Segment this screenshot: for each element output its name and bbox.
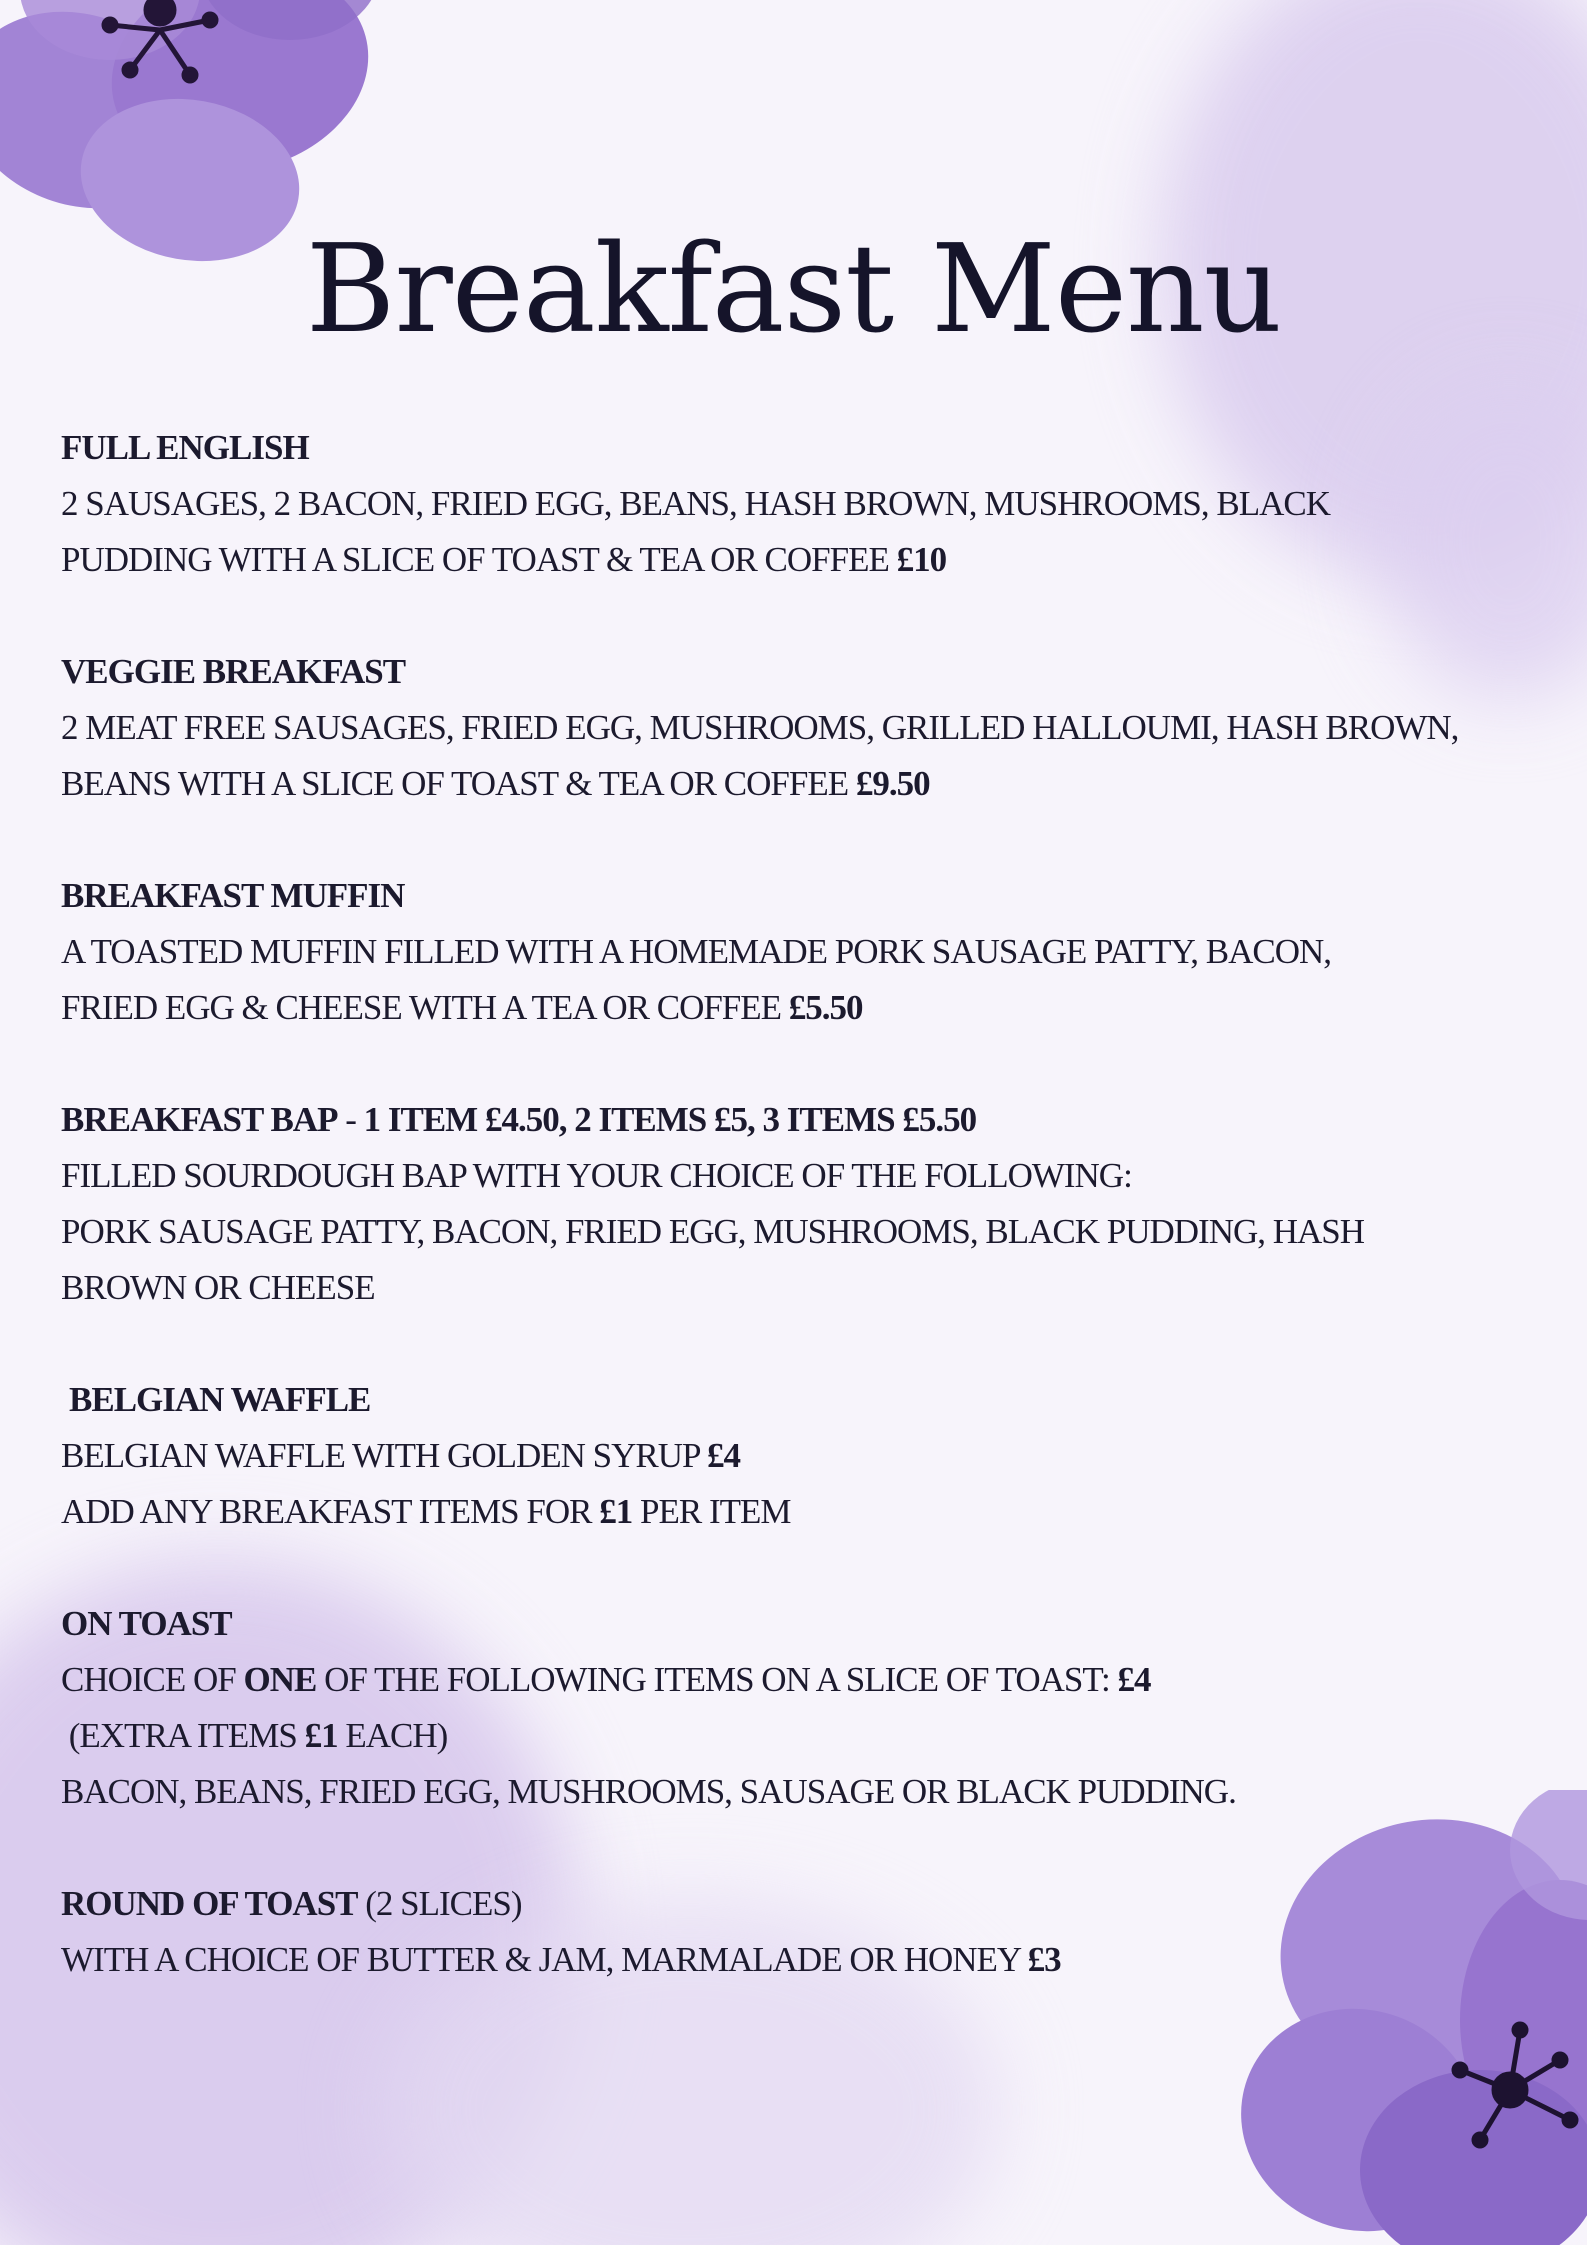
item-description: FRIED EGG & CHEESE WITH A TEA OR COFFEE £5.50 [61,988,863,1027]
menu-item-on-toast [61,1596,1541,1820]
menu-item-breakfast-muffin [61,868,1541,1036]
item-price: £4 [1117,1660,1151,1699]
item-name: ON TOAST [61,1604,232,1643]
item-description: BEANS WITH A SLICE OF TOAST & TEA OR COFFEE £9.50 [61,764,930,803]
item-description: ADD ANY BREAKFAST ITEMS FOR £1 PER ITEM [61,1492,791,1531]
item-price: £10 [896,540,947,579]
item-price: £5.50 [788,988,863,1027]
menu-item-breakfast-bap [61,1092,1541,1316]
menu-item-veggie-breakfast [61,644,1541,812]
item-description: 2 MEAT FREE SAUSAGES, FRIED EGG, MUSHROOMS, GRILLED HALLOUMI, HASH BROWN, [61,708,1459,747]
item-description: 2 SAUSAGES, 2 BACON, FRIED EGG, BEANS, HASH BROWN, MUSHROOMS, BLACK [61,484,1330,523]
item-description: BELGIAN WAFFLE WITH GOLDEN SYRUP £4 [61,1436,740,1475]
item-description: CHOICE OF ONE OF THE FOLLOWING ITEMS ON A SLICE OF TOAST: £4 [61,1660,1151,1699]
item-name: ROUND OF TOAST (2 SLICES) [61,1884,522,1923]
item-description: BROWN OR CHEESE [61,1268,375,1307]
item-description: BACON, BEANS, FRIED EGG, MUSHROOMS, SAUSAGE OR BLACK PUDDING. [61,1772,1236,1811]
item-price: £1 [599,1492,633,1531]
item-description: PORK SAUSAGE PATTY, BACON, FRIED EGG, MUSHROOMS, BLACK PUDDING, HASH [61,1212,1365,1251]
item-name: BREAKFAST MUFFIN [61,876,405,915]
item-price: £4 [706,1436,740,1475]
item-price: £1 [304,1716,338,1755]
item-description: PUDDING WITH A SLICE OF TOAST & TEA OR COFFEE £10 [61,540,947,579]
page-title: Breakfast Menu [305,218,1282,360]
item-price: £3 [1027,1940,1061,1979]
item-description: FILLED SOURDOUGH BAP WITH YOUR CHOICE OF THE FOLLOWING: [61,1156,1132,1195]
item-name: FULL ENGLISH [61,428,309,467]
menu-list [61,420,1541,2044]
menu-item-belgian-waffle [61,1372,1541,1540]
item-description: (EXTRA ITEMS £1 EACH) [61,1716,448,1755]
item-description: WITH A CHOICE OF BUTTER & JAM, MARMALADE OR HONEY £3 [61,1940,1061,1979]
item-name: BELGIAN WAFFLE [69,1380,371,1419]
menu-item-round-of-toast [61,1876,1541,1988]
item-price: £9.50 [855,764,930,803]
item-name: VEGGIE BREAKFAST [61,652,406,691]
item-description: A TOASTED MUFFIN FILLED WITH A HOMEMADE PORK SAUSAGE PATTY, BACON, [61,932,1331,971]
menu-item-full-english [61,420,1541,588]
item-price: 1 ITEM £4.50, 2 ITEMS £5, 3 ITEMS £5.50 [363,1100,977,1139]
item-name: BREAKFAST BAP - 1 ITEM £4.50, 2 ITEMS £5, 3 ITEMS £5.50 [61,1100,977,1139]
